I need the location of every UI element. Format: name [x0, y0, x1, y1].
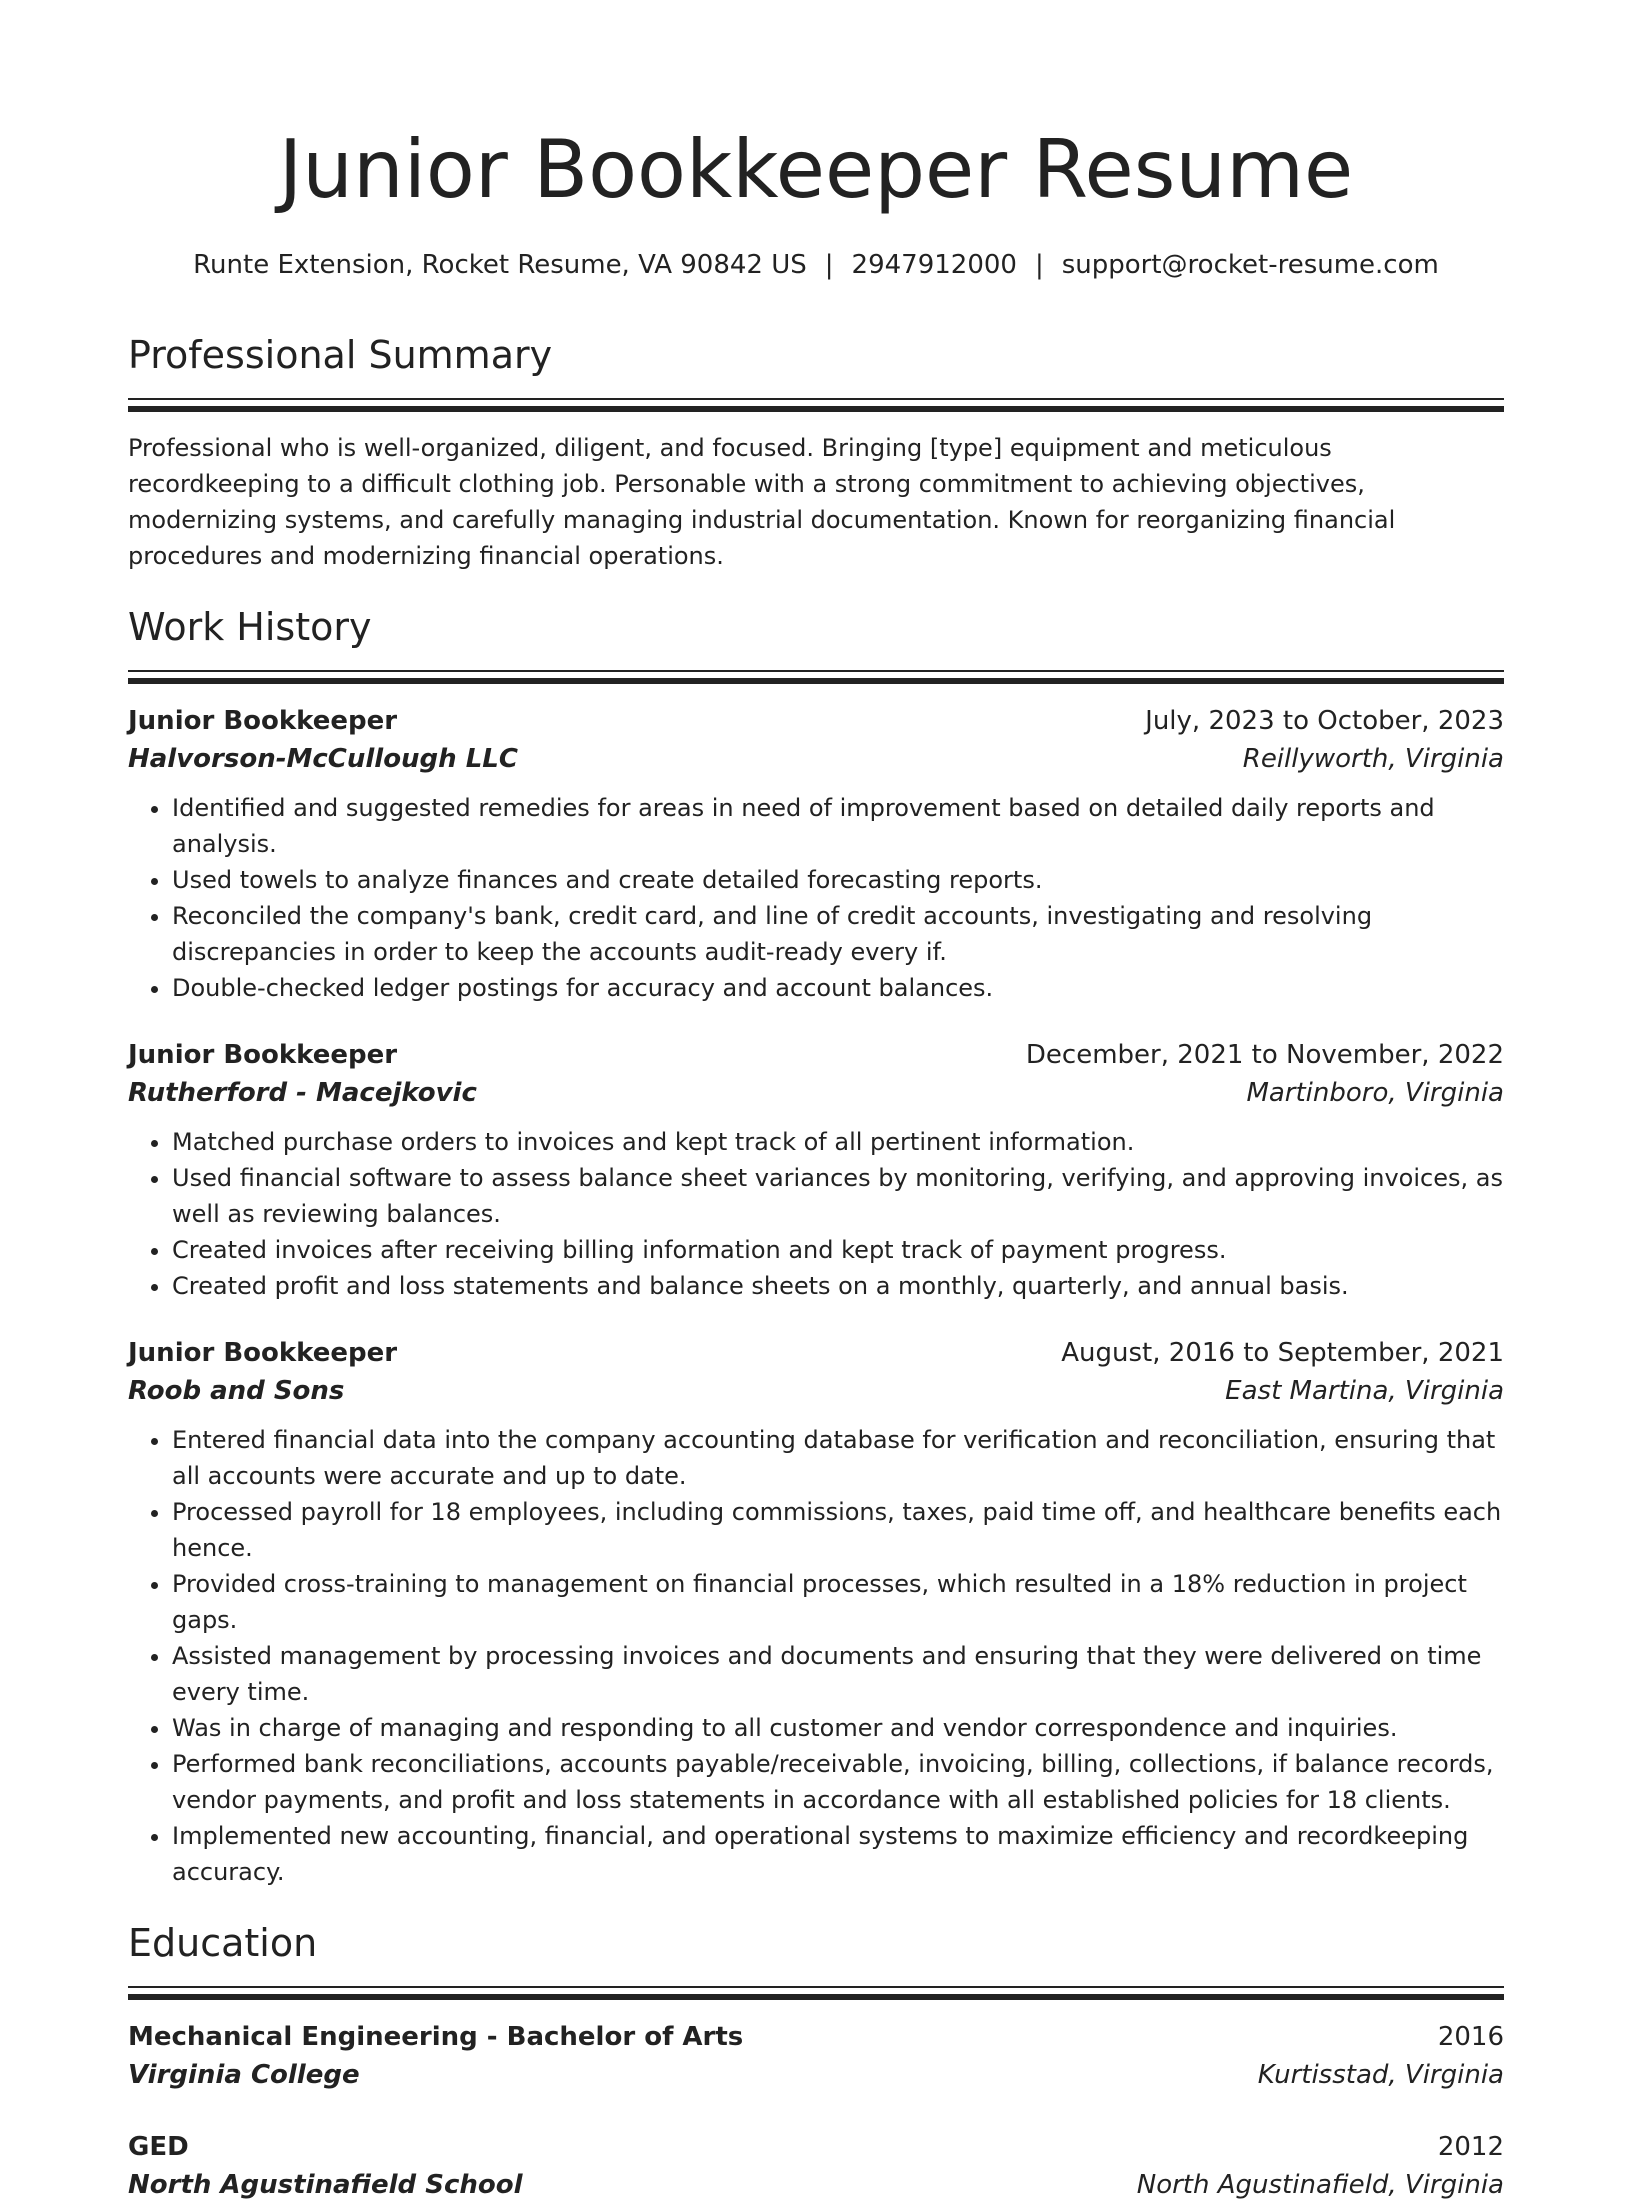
education-year: 2016 — [1437, 2022, 1504, 2052]
education-header — [128, 2128, 1504, 2166]
education-location: North Agustinafield, Virginia — [1136, 2170, 1504, 2200]
job-location: East Martina, Virginia — [1225, 1376, 1504, 1406]
education-school: North Agustinafield School — [128, 2170, 523, 2200]
job-entry — [128, 702, 1504, 1006]
section-heading: Education — [128, 1921, 318, 1965]
education-section — [128, 1920, 1504, 2204]
job-bullets — [128, 1124, 1504, 1304]
job-location: Martinboro, Virginia — [1246, 1078, 1504, 1108]
job-bullet: • Provided cross-training to management on financial processes, which resulted in a 18% reduction in project gaps. — [172, 1566, 1504, 1638]
education-entry — [128, 2018, 1504, 2094]
education-degree: Mechanical Engineering - Bachelor of Arts — [128, 2022, 744, 2052]
job-bullet: • Identified and suggested remedies for areas in need of improvement based on detailed daily reports and analysis. — [172, 790, 1504, 862]
job-company: Rutherford - Macejkovic — [128, 1078, 477, 1108]
section-heading: Work History — [128, 605, 372, 649]
education-degree: GED — [128, 2132, 189, 2162]
job-subheader — [128, 1372, 1504, 1410]
education-entry — [128, 2128, 1504, 2204]
job-bullet: • Created invoices after receiving billing information and kept track of payment progress. — [172, 1232, 1504, 1268]
job-title: Junior Bookkeeper — [128, 706, 398, 736]
job-title: Junior Bookkeeper — [128, 1040, 398, 1070]
education-list — [128, 2018, 1504, 2204]
section-divider — [128, 670, 1504, 684]
job-bullet: • Used financial software to assess balance sheet variances by monitoring, verifying, and approving invoices, as well as reviewing balances. — [172, 1160, 1504, 1232]
section-divider — [128, 1986, 1504, 2000]
job-bullet: • Matched purchase orders to invoices and kept track of all pertinent information. — [172, 1124, 1504, 1160]
contact-separator: | — [824, 250, 834, 280]
summary-text: Professional who is well-organized, diligent, and focused. Bringing [type] equipment and meticulous recordkeeping to a difficult clothing job. Personable with a strong commitment to achieving objectives, modernizing systems, and carefully managing industrial documentation. Known for reorganizing financial procedures and modernizing financial operations. — [128, 434, 1396, 570]
job-dates: July, 2023 to October, 2023 — [1145, 706, 1504, 736]
work-history-section — [128, 604, 1504, 1890]
contact-email: support@rocket-resume.com — [1061, 250, 1439, 280]
job-bullets — [128, 790, 1504, 1006]
education-header — [128, 2018, 1504, 2056]
section-divider — [128, 398, 1504, 412]
job-header — [128, 1036, 1504, 1074]
contact-separator: | — [1034, 250, 1044, 280]
resume-title: Junior Bookkeeper Resume — [278, 123, 1354, 216]
job-header — [128, 702, 1504, 740]
job-bullet: • Was in charge of managing and responding to all customer and vendor correspondence and inquiries. — [172, 1710, 1504, 1746]
job-bullet: • Implemented new accounting, financial, and operational systems to maximize efficiency and recordkeeping accuracy. — [172, 1818, 1504, 1890]
job-company: Halvorson-McCullough LLC — [128, 744, 518, 774]
job-bullets — [128, 1422, 1504, 1890]
job-bullet: • Double-checked ledger postings for accuracy and account balances. — [172, 970, 1504, 1006]
education-subheader — [128, 2166, 1504, 2204]
job-location: Reillyworth, Virginia — [1242, 744, 1504, 774]
job-bullet: • Reconciled the company's bank, credit card, and line of credit accounts, investigating and resolving discrepancies in order to keep the accounts audit-ready every if. — [172, 898, 1504, 970]
education-location: Kurtisstad, Virginia — [1257, 2060, 1504, 2090]
job-bullet: • Entered financial data into the company accounting database for verification and reconciliation, ensuring that all accounts were accurate and up to date. — [172, 1422, 1504, 1494]
job-title: Junior Bookkeeper — [128, 1338, 398, 1368]
education-subheader — [128, 2056, 1504, 2094]
summary-section — [128, 332, 1504, 574]
job-header — [128, 1334, 1504, 1372]
education-school: Virginia College — [128, 2060, 360, 2090]
job-entry — [128, 1036, 1504, 1304]
job-bullet: • Performed bank reconciliations, accounts payable/receivable, invoicing, billing, collections, if balance records, vendor payments, and profit and loss statements in accordance with all established policies for 18 clients. — [172, 1746, 1504, 1818]
job-list — [128, 702, 1504, 1890]
job-bullet: • Assisted management by processing invoices and documents and ensuring that they were delivered on time every time. — [172, 1638, 1504, 1710]
contact-address: Runte Extension, Rocket Resume, VA 90842 US — [193, 250, 807, 280]
job-subheader — [128, 1074, 1504, 1112]
job-bullet: • Created profit and loss statements and balance sheets on a monthly, quarterly, and annual basis. — [172, 1268, 1504, 1304]
contact-phone: 2947912000 — [851, 250, 1017, 280]
education-year: 2012 — [1437, 2132, 1504, 2162]
contact-line — [128, 248, 1504, 282]
job-entry — [128, 1334, 1504, 1890]
job-subheader — [128, 740, 1504, 778]
job-bullet: • Used towels to analyze finances and create detailed forecasting reports. — [172, 862, 1504, 898]
section-heading: Professional Summary — [128, 333, 553, 377]
job-company: Roob and Sons — [128, 1376, 345, 1406]
job-dates: December, 2021 to November, 2022 — [1025, 1040, 1504, 1070]
job-dates: August, 2016 to September, 2021 — [1061, 1338, 1504, 1368]
job-bullet: • Processed payroll for 18 employees, including commissions, taxes, paid time off, and healthcare benefits each hence. — [172, 1494, 1504, 1566]
